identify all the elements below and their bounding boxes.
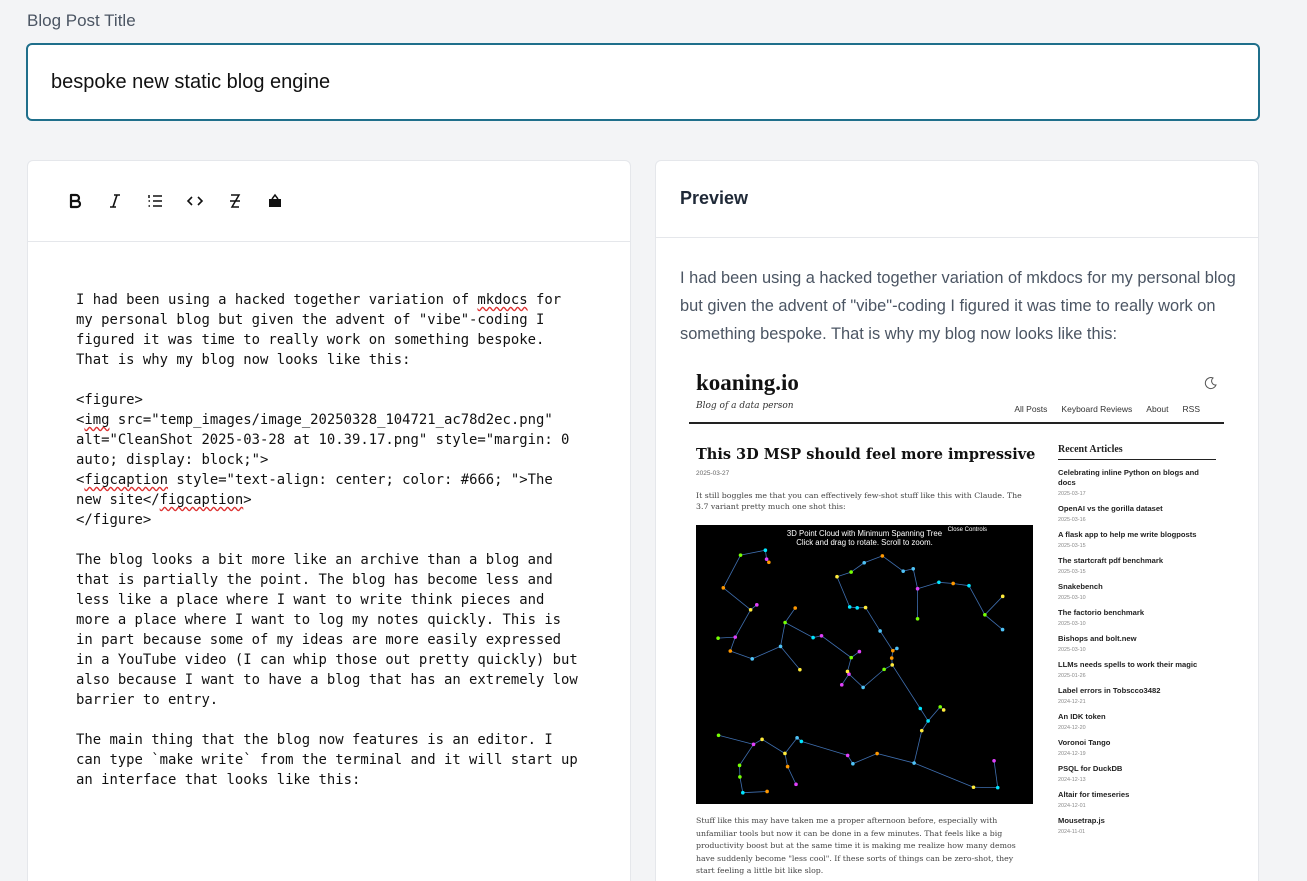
cloud-point [793,606,797,610]
tree-edge [735,610,750,637]
cloud-point [891,649,895,653]
cloud-point [800,740,804,744]
cloud-point [911,567,915,571]
nav-link: Keyboard Reviews [1061,404,1133,414]
cloud-point [846,670,850,674]
tree-edge [914,763,973,787]
list-button[interactable] [135,181,175,221]
tree-edge [842,674,849,685]
tree-edge [892,665,920,709]
tree-edge [928,707,940,721]
cloud-point [760,738,764,742]
italic-icon [106,192,124,210]
recent-article-title: A flask app to help me write blogposts [1058,530,1197,539]
tree-edge [719,735,754,744]
editor-toolbar [28,161,630,242]
cloud-point [864,606,868,610]
editor-text: for my personal blog but given the advent of "vibe"-coding I figured it was time to really work on something bespoke. That is why my blog now looks like this: <figure> < [76,292,562,428]
tree-edge [853,754,877,764]
recent-article-title: Voronoi Tango [1058,738,1111,747]
cloud-point [840,683,844,687]
code-button[interactable] [175,181,215,221]
cloud-point [849,656,853,660]
cloud-point [811,636,815,640]
cloud-point [1001,595,1005,599]
tree-edge [762,739,785,753]
post-intro: It still boggles me that you can effectively few-shot stuff like this with Claude. The 3.7 variant pretty much one shot this: [696,491,1022,511]
spellcheck-word: figcaption [84,472,169,488]
tree-edge [752,646,780,658]
blog-title-input[interactable] [26,43,1260,121]
recent-article-item [1058,634,1216,653]
cloud-point [820,634,824,638]
cloud-point [916,587,920,591]
point-cloud-graphic [696,525,1033,804]
recent-article-title: Mousetrap.js [1058,816,1105,825]
tree-edge [880,631,893,651]
recent-article-date: 2024-11-01 [1058,829,1086,835]
strikethrough-button[interactable] [215,181,255,221]
editor-text: style="text-align: center; color: #666; ">The new site</ [76,472,553,508]
tree-edge [939,582,953,583]
recent-article-title: Label errors in Tobscco3482 [1058,686,1161,695]
recent-article-item [1058,790,1216,809]
editor-panel [27,160,631,881]
header-divider [689,422,1224,424]
recent-article-date: 2024-12-01 [1058,803,1086,809]
tree-edge [718,637,735,638]
tree-edge [837,572,851,577]
cloud-point [951,582,955,586]
canvas-title: 3D Point Cloud with Minimum Spanning Tree Click and drag to rotate. Scroll to zoom. [786,529,943,547]
cloud-point [890,663,894,667]
cloud-point [741,791,745,795]
tree-edge [740,777,743,793]
editor-text: src="temp_images/image_20250328_104721_ac78d2ec.png" alt="CleanShot 2025-03-28 at 10.39.17.png" style="margin: 0 auto; display: block;"> < [76,412,570,488]
tree-edge [877,754,914,764]
post-outro: Stuff like this may have taken me a proper afternoon before, especially with unfamiliar tools but now it can be done in a few minutes. That feels like a big productivity boost but at the same time it is making me realize how many demos have suddenly become "less cool". If these sorts of things can be zero-shot, they start feeling a little bit like slop. [696,816,1016,875]
cloud-point [786,765,790,769]
cloud-point [983,613,987,617]
markdown-editor[interactable] [28,242,630,790]
recent-article-item [1058,504,1216,523]
cloud-point [881,554,885,558]
tree-edge [849,674,863,687]
recent-articles-heading: Recent Articles [1058,444,1216,460]
cloud-point [895,647,899,651]
recent-article-item [1058,764,1216,783]
recent-article-item [1058,468,1216,497]
cloud-point [728,649,732,653]
cloud-point [862,561,866,565]
cloud-point [783,621,787,625]
recent-article-title: OpenAI vs the gorilla dataset [1058,504,1163,513]
tree-edge [723,555,740,588]
tree-edge [866,608,881,631]
recent-article-item [1058,738,1216,757]
tree-edge [785,608,795,623]
recent-articles [1058,444,1216,842]
tree-edge [913,569,917,589]
recent-article-item [1058,608,1216,627]
recent-article-date: 2024-12-13 [1058,777,1086,783]
cloud-point [942,708,946,712]
cloud-point [861,686,865,690]
tree-edge [985,615,1003,630]
cloud-point [926,719,930,723]
recent-article-item [1058,686,1216,705]
tree-edge [785,738,797,754]
cloud-point [858,650,862,654]
image-icon [266,192,284,210]
spellcheck-word: figcaption [159,492,244,508]
cloud-point [752,743,756,747]
theme-toggle-icon [1204,376,1218,390]
preview-paragraph: I had been using a hacked together variation of mkdocs for my personal blog but given the advent of "vibe"-coding I figured it was time to really work on something bespoke. That is why my blog now looks like this: [680,269,1236,343]
recent-article-title: An IDK token [1058,712,1106,721]
list-icon [146,192,164,210]
cloud-point [717,733,721,737]
recent-article-item [1058,660,1216,679]
cloud-point [851,762,855,766]
tree-edge [882,556,903,571]
image-button[interactable] [255,181,295,221]
recent-article-title: PSQL for DuckDB [1058,764,1123,773]
tree-edge [730,651,752,659]
code-icon [186,192,204,210]
recent-article-date: 2025-03-10 [1058,595,1086,601]
preview-panel [655,160,1259,881]
bold-icon [66,192,84,210]
cloud-point [738,764,742,768]
cloud-point [849,570,853,574]
cloud-point [738,775,742,779]
cloud-point [764,548,768,552]
nav-link: RSS [1182,404,1200,414]
recent-article-date: 2025-03-17 [1058,491,1086,497]
cloud-point [749,608,753,612]
recent-article-item [1058,816,1216,835]
tree-edge [847,658,851,672]
cloud-point [716,636,720,640]
canvas-close-controls: Close Controls [947,527,987,533]
cloud-point [972,785,976,789]
recent-article-title: Celebrating inline Python on blogs and docs [1058,468,1199,487]
preview-heading: Preview [656,161,1258,238]
recent-article-title: The startcraft pdf benchmark [1058,556,1164,565]
cloud-point [918,707,922,711]
tree-edge [837,577,850,607]
tree-edge [730,637,735,651]
recent-article-date: 2025-03-15 [1058,569,1086,575]
tree-edge [740,744,754,765]
cloud-point [855,606,859,610]
editor-text: > </figure> The blog looks a bit more like an archive than a blog and that is partially the point. The blog has become less and less like a place where I want to write think pieces and more a place where I want to log my notes quickly. This is in part because some of my ideas are more easily expressed in a YouTube video (I can whip those out pretty quickly) but also because I want to have a blog that has an extremely low barrier to entry. The main thing that the blog now features is an editor. I can type `make write` from the terminal and it will start up an interface that looks like this: [76,492,578,788]
point-cloud-canvas [696,525,1033,804]
preview-body [656,238,1258,881]
tree-edge [969,586,985,615]
cloud-point [835,575,839,579]
tree-edge [781,623,786,647]
cloud-point [882,668,886,672]
tree-edge [781,646,800,669]
recent-article-date: 2025-03-10 [1058,647,1086,653]
recent-article-title: Bishops and bolt.new [1058,634,1137,643]
strikethrough-icon [226,192,244,210]
tree-edge [788,767,796,785]
recent-article-date: 2025-03-15 [1058,543,1086,549]
cloud-point [733,635,737,639]
post-date: 2025-03-27 [696,470,730,477]
cloud-point [795,736,799,740]
cloud-point [722,586,726,590]
tree-edge [743,791,767,792]
title-label: Blog Post Title [27,11,136,30]
cloud-point [937,580,941,584]
recent-article-item [1058,556,1216,575]
cloud-point [890,656,894,660]
nav-link: About [1146,404,1169,414]
spellcheck-word: img [84,412,110,428]
recent-article-item [1058,530,1216,549]
cloud-point [916,617,920,621]
nav-link: All Posts [1014,404,1048,414]
cloud-point [878,629,882,633]
tree-edge [920,708,928,720]
recent-article-title: The factorio benchmark [1058,608,1145,617]
cloud-point [901,569,905,573]
recent-article-date: 2025-03-10 [1058,621,1086,627]
recent-article-title: Snakebench [1058,582,1103,591]
editor-text: I had been using a hacked together variation of [76,292,478,308]
cloud-point [765,557,769,561]
cloud-point [750,657,754,661]
cloud-point [912,761,916,765]
post-title: This 3D MSP should feel more impressive [696,446,1036,463]
recent-article-date: 2024-12-21 [1058,699,1086,705]
cloud-point [846,754,850,758]
cloud-point [848,605,852,609]
tree-edge [864,556,882,563]
cloud-point [967,584,971,588]
italic-button[interactable] [95,181,135,221]
cloud-point [938,705,942,709]
recent-article-date: 2025-01-26 [1058,673,1086,679]
cloud-point [992,759,996,763]
site-nav [1014,404,1200,414]
cloud-point [755,603,759,607]
bold-button[interactable] [55,181,95,221]
tree-edge [914,731,922,763]
cloud-point [794,783,798,787]
tree-edge [994,761,998,788]
recent-article-date: 2024-12-20 [1058,725,1086,731]
site-brand: koaning.io [696,370,799,395]
tree-edge [723,588,750,610]
tree-edge [801,741,847,755]
tree-edge [863,669,884,687]
cloud-point [765,790,769,794]
recent-article-title: LLMs needs spells to work their magic [1058,660,1198,669]
cloud-point [739,553,743,557]
recent-article-item [1058,712,1216,731]
tree-edge [985,596,1003,614]
recent-article-title: Altair for timeseries [1058,790,1130,799]
cloud-point [779,645,783,649]
tree-edge [851,563,864,572]
site-tagline: Blog of a data person [696,401,794,411]
cloud-point [783,752,787,756]
tree-edge [822,636,852,658]
cloud-point [767,560,771,564]
cloud-point [798,668,802,672]
recent-article-date: 2024-12-19 [1058,751,1086,757]
recent-article-item [1058,582,1216,601]
tree-edge [741,550,766,555]
cloud-point [920,729,924,733]
spellcheck-word: mkdocs [477,292,528,308]
tree-edge [918,582,939,588]
tree-edge [953,583,969,585]
cloud-point [996,786,1000,790]
tree-edge [785,753,788,766]
cloud-point [1001,628,1005,632]
blog-screenshot [680,370,1236,881]
recent-article-date: 2025-03-16 [1058,517,1086,523]
tree-edge [785,623,813,638]
cloud-point [875,752,879,756]
